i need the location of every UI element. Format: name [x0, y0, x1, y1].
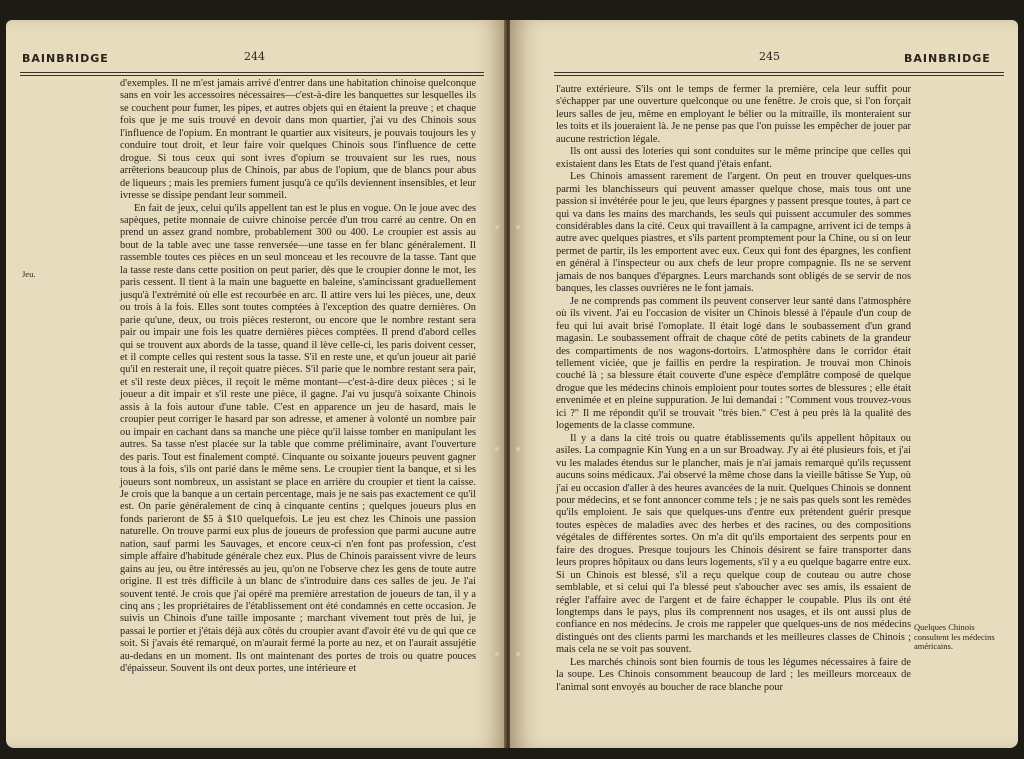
paragraph: Les Chinois amassent rarement de l'argent. On peut en trouver quelques-uns parmi les blanchisseurs qui peuvent amasser quelque chose, mais tous ont une passion si invétérée pour le jeu, que leurs épargnes y passent presque toutes, à part ce qui va dans les mains des marchands, les seuls qui puissent accumuler des sommes considérables dans la cité. Ceux qui travaillent à la campagne, arrivent ici de temps à autre avec quelques piastres, et s'ils partent promptement pour la Chine, ou si on leur permet de partir, ils les emportent avec eux. Ceux qui font des épargnes, les confient en général à l'inspecteur ou aux chefs de leur propre compagnie. Ils ne se servent jamais de nos banques d'épargnes. Leurs marchands sont obligés de se servir de nos banques, les classes ouvrières ne le font jamais.: [556, 171, 911, 295]
running-head: BAINBRIDGE: [22, 52, 109, 65]
binding-stitch: [516, 652, 520, 656]
paragraph: Ils ont aussi des loteries qui sont conduites sur le même principe que celles qui existaient dans les Etats de l'est quand j'étais enfant.: [556, 146, 911, 170]
body-text: [120, 78, 476, 676]
left-page: [6, 20, 506, 748]
page-number: 244: [244, 50, 265, 63]
binding-stitch: [495, 447, 499, 451]
right-page: [510, 20, 1018, 748]
header-rule: [20, 75, 484, 76]
paragraph: l'autre extérieure. S'ils ont le temps de fermer la première, cela leur suffit pour s'échapper par une ouverture quelconque ou une fenêtre. Je crois que, si l'on forçait leurs salles de jeu, même en employant le bélier ou la mitraille, ils monteraient sur les toits et ils joueraient là. Je ne pense pas que l'on puisse les empêcher de jouer par aucune restriction légale.: [556, 84, 911, 145]
margin-note: Jeu.: [22, 269, 36, 279]
margin-note: Quelques Chinois consultent les médecins américains.: [914, 622, 995, 651]
paragraph: d'exemples. Il ne m'est jamais arrivé d'entrer dans une habitation chinoise quelconque sans en voir les accessoires nécessaires—c'est-à-dire les banquettes sur lesquelles ils se couchent pour fumer, les pipes, et autres objets qui en étaient la preuve ; et chaque fois que je me suis trouvé en devoir dans mon quartier, j'ai vu des Chinois sous l'influence de l'opium. En montrant le quartier aux visiteurs, je pouvais toujours les y conduire tout droit, et leur faire voir quelques Chinois sous l'influence de cette drogue. Si tous ceux qui sont ivres d'opium se trouvaient sur les rues, nous arrêterions beaucoup plus de Chinois, par abus de l'opium, que de blancs pour abus de liqueurs ; mais les premiers fument jusqu'à ce qu'ils deviennent insensibles, et leur ivresse se dissipe pendant leur sommeil.: [120, 78, 476, 202]
paragraph: Je ne comprends pas comment ils peuvent conserver leur santé dans l'atmosphère où ils vivent. J'ai eu l'occasion de visiter un Chinois blessé à l'épaule d'un coup de feu qui lui avait brisé l'omoplate. Il était logé dans le soubassement d'un grand magasin. Le soubassement offrait de chaque côté de petits cabinets de la grandeur des compartiments de nos wagons-dortoirs. L'atmosphère dans le corridor était tellement viciée, que je faillis en perdre la respiration. Je trouvai mon Chinois couché là ; sa blessure était couverte d'une espèce d'emplâtre composé de quelque drogue que les médecins chinois emploient pour toutes sortes de blessures ; elle était envenimée et en pleine suppuration. Je lui demandai : "Comment vous trouvez-vous ici ?" Il me répondit qu'il se trouvait "très bien." C'est à peu près là la qualité des logements de la classe commune.: [556, 295, 911, 432]
paragraph: Il y a dans la cité trois ou quatre établissements qu'ils appellent hôpitaux ou asiles. La compagnie Kin Yung en a un sur Broadway. J'y ai été plusieurs fois, et j'ai vu les malades étendus sur le plancher, mais je n'ai jamais remarqué qu'ils reçussent aucuns soins médicaux. J'ai observé la même chose dans la vieille bâtisse Se Yup, où j'ai eu occasion d'aller à des heures avancées de la nuit. Quelques Chinois se donnent pour médecins, et se font annoncer comme tels ; je ne sais pas quels sont les remèdes qu'ils emploient. Je sais que quelques-uns d'entre eux prétendent guérir presque toutes espèces de maladies avec des herbes et des racines, ou des compositions végétales de différentes sortes. On m'a dit qu'ils emportaient des serpents pour en faire des drogues. Presque toujours les Chinois désirent se faire transporter dans leurs propres hôpitaux ou dans leurs logements, s'il y a eu quelque bagarre entre eux. Si un Chinois est blessé, s'il a reçu quelque coup de couteau ou autre chose semblable, et si celui qui l'a blessé peut s'aboucher avec ses amis, ils essaient de régler l'affaire avec de l'argent et de faire échapper le coupable. Plus ils ont été longtemps dans le pays, plus ils comprennent nos usages, et ils ont aussi plus de confiance en nos médecins. Je crois me rappeler que quelques-uns de nos médecins distingués ont des clients parmi les marchands et les meilleures classes de Chinois ; mais cela ne se voit pas souvent.: [556, 432, 911, 656]
binding-stitch: [495, 225, 499, 229]
header-rule: [554, 72, 1004, 73]
header-rule: [20, 72, 484, 73]
paragraph: En fait de jeux, celui qu'ils appellent tan est le plus en vogue. On le joue avec des sapèques, petite monnaie de cuivre chinoise percée d'un trou carré au centre. On en prend un assez grand nombre, probablement 300 ou 400. Le croupier est assis au bout de la table avec une tasse renversée—une tasse en fer blanc généralement. Il rassemble toutes ces pièces en un seul monceau et les recouvre de la tasse. Tant que la tasse reste dans cette position on peut parier, dès que le croupier donne le mot, les paris cessent. Il tient à la main une baguette en baleine, s'amincissant graduellement jusqu'à l'extrémité où elle est recourbée en arc. Il attire vers lui les pièces, une, deux ou trois à la fois. Elles sont toutes comptées à l'exception des quatre dernières. On parie qu'une, deux, ou trois pièces resteront, ou encore que le nombre restant sera pair ou impair une fois les quatre dernières pièces comptées. Il prend d'abord celles qui se trouvent aux abords de la tasse, quand il lève celle-ci, les paris doivent cesser, et il compte celles qui restent sous la tasse. S'il en reste une, et qu'un joueur ait parié qu'il en resterait une, il reçoit quatre pièces. S'il parie que le nombre restant sera pair, et s'il reste deux pièces, il reçoit le même montant—c'est-à-dire deux pièces ; si le joueur a dit impair et s'il reste une pièce, il gagne. J'ai vu jusqu'à soixante Chinois assis à la fois autour d'une table. C'est en apparence un jeu de hasard, mais le croupier peut corriger le hasard par son adresse, et amener à volonté un nombre pair ou impair en cachant dans sa manche une pièce qu'il laisse tomber en manipulant les autres. Sa tasse n'est placée sur la table que comme préliminaire, avant l'ouverture des paris. Tout est finalement compté. Cinquante ou soixante joueurs peuvent gagner tous à la fois, s'ils ont parié dans le même sens. Le croupier tient la banque, et si les joueurs sont nombreux, un assistant se place en arrière du croupier et tient la caisse. Je crois que la banque a un certain percentage, mais je ne sais pas exactement ce qu'il est. On parie généralement de cinq à cinquante centins ; quelques joueurs plus en fonds parieront de $5 à $10 quelquefois. Le jeu est chez les Chinois une passion naturelle. On trouve parmi eux plus de joueurs de profession que parmi aucune autre nation, sauf parmi les Sauvages, et encore ceux-ci n'en font pas profession, c'est simple affaire d'habitude générale chez eux. Plus de Chinois paraissent vivre de leurs gains au jeu, ou être intéressés au jeu, qu'on ne l'observe chez les gens de toute autre origine. Il est très difficile à un blanc de s'introduire dans ces salles de jeu. Je l'ai souvent tenté. Je crois que j'ai opéré ma première arrestation de joueurs de tan, il y a cinq ans ; les propriétaires de l'établissement ont été condamnés en cette occasion. Je suivis un Chinois d'une taille imposante ; marchant vivement tout près de lui, je passai le portier et j'étais déjà aux côtés du croupier avant d'avoir été vu de qui que ce soit. Si j'avais été remarqué, on m'aurait fermé la porte au nez, et on l'aurait assujétie au-dedans en un moment. Ils ont maintenant des portes de trois ou quatre pouces d'épaisseur. Souvent ils ont deux portes, une intérieure et: [120, 202, 476, 675]
binding-stitch: [495, 652, 499, 656]
header-rule: [554, 75, 1004, 76]
binding-stitch: [516, 225, 520, 229]
binding-stitch: [516, 447, 520, 451]
body-text: [556, 84, 911, 694]
paragraph: Les marchés chinois sont bien fournis de tous les légumes nécessaires à faire de la soupe. Les Chinois consomment beaucoup de lard ; les meilleurs morceaux de l'animal sont envoyés au boucher de race blanche pour: [556, 656, 911, 693]
page-number: 245: [759, 50, 780, 63]
running-head: BAINBRIDGE: [904, 52, 991, 65]
